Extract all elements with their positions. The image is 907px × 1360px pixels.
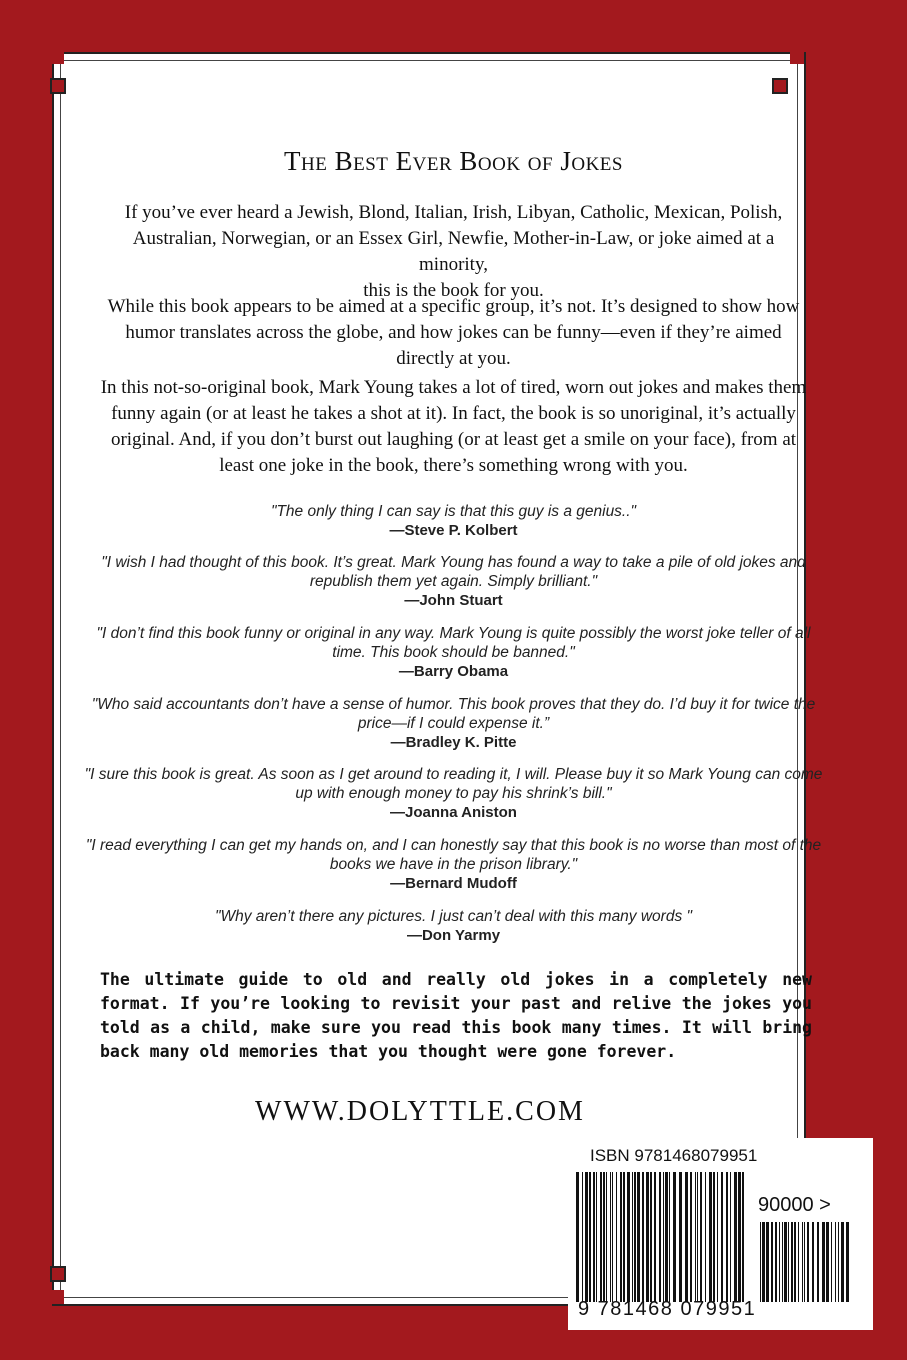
barcode-bar [642, 1172, 644, 1302]
quote-author: —Joanna Aniston [390, 804, 517, 821]
barcode-bar [576, 1172, 579, 1302]
barcode-bar [596, 1172, 597, 1302]
barcode-bar [654, 1172, 656, 1302]
barcode-bar [807, 1222, 809, 1302]
isbn-label: ISBN 9781468079951 [590, 1146, 758, 1165]
barcode-bar [779, 1222, 780, 1302]
website-url: WWW.DOLYTTLE.COM [255, 1096, 585, 1127]
barcode-bar [791, 1222, 793, 1302]
barcode-bar [726, 1172, 728, 1302]
barcode-bar [612, 1172, 613, 1302]
barcode-bar [831, 1222, 832, 1302]
barcode-bar [695, 1172, 696, 1302]
barcode-bar [663, 1172, 664, 1302]
barcode-bar [784, 1222, 787, 1302]
quote-author: —Don Yarmy [406, 927, 501, 944]
barcode-bar [826, 1222, 829, 1302]
quote-text: "I read everything I can get my hands on, and I can honestly say that this book is no worse than most of the books we have in the prison library." [85, 837, 822, 873]
barcode-bar [627, 1172, 630, 1302]
barcode-bar [593, 1172, 595, 1302]
isbn-barcode [576, 1172, 748, 1302]
notch-top-left [50, 78, 66, 94]
barcode-bar [771, 1222, 773, 1302]
barcode-bar [582, 1172, 583, 1302]
barcode-bar [734, 1172, 737, 1302]
barcode-bar [762, 1222, 765, 1302]
intro-paragraph: If you’ve ever heard a Jewish, Blond, Italian, Irish, Libyan, Catholic, Mexican, Polish, Australian, Norwegian, or an Essex Girl, Newfie, Mother-in-Law, or joke aimed at a minority, this is the book for you. [124, 202, 783, 301]
barcode-bar [679, 1172, 682, 1302]
quote-text: "Who said accountants don’t have a sense of humor. This book proves that they do. I’d buy it for twice the price—if I could expense it.” [91, 696, 816, 732]
book-title: The Best Ever Book of Jokes [284, 146, 623, 176]
summary-paragraph: The ultimate guide to old and really old jokes in a completely new format. If you’re looking to revisit your past and relive the jokes you told as a child, make sure you read this book many times. It will bring back many old memories that you thought were gone forever. [100, 970, 812, 1061]
quote-item [84, 624, 823, 682]
quote-author: —John Stuart [404, 592, 503, 609]
barcode-bar [835, 1222, 836, 1302]
quote-text: "Why aren’t there any pictures. I just can’t deal with this many words " [214, 908, 693, 925]
barcode-bar [709, 1172, 712, 1302]
description-paragraph: While this book appears to be aimed at a specific group, it’s not. It’s designed to show how humor translates across the globe, and how jokes can be funny—even if they’re aimed directly at you. [107, 296, 800, 369]
barcode-bar [798, 1222, 799, 1302]
quote-item [84, 553, 823, 611]
barcode-bar [659, 1172, 661, 1302]
quote-author: —Steve P. Kolbert [389, 522, 518, 539]
quote-item [84, 695, 823, 753]
price-barcode [760, 1222, 850, 1302]
barcode-bar [738, 1172, 741, 1302]
corner-ornament-top-left [50, 50, 64, 64]
author-paragraph: In this not-so-original book, Mark Young takes a lot of tired, worn out jokes and makes them funny again (or at least he takes a shot at it). In fact, the book is so unoriginal, it’s actually original. And, if you don’t burst out laughing (or at least get a smile on your face), from at least one joke in the book, there’s something wrong with you. [100, 377, 807, 476]
barcode-bar [600, 1172, 602, 1302]
quote-text: "I sure this book is great. As soon as I get around to reading it, I will. Please buy it so Mark Young can come up with enough money to pay his shrink’s bill." [84, 766, 823, 802]
corner-ornament-top-right [790, 50, 804, 64]
corner-ornament-bottom-left [50, 1290, 64, 1304]
barcode-bar [841, 1222, 844, 1302]
quote-item [84, 502, 823, 541]
barcode-bar [623, 1172, 625, 1302]
barcode-bar [717, 1172, 718, 1302]
barcode-bar [705, 1172, 706, 1302]
barcode-bar [794, 1222, 796, 1302]
barcode-bar [616, 1172, 617, 1302]
quote-author: —Bernard Mudoff [390, 875, 517, 892]
barcode-bar [589, 1172, 591, 1302]
barcode-bar [788, 1222, 789, 1302]
barcode-bar [766, 1222, 769, 1302]
barcode-bar [603, 1172, 605, 1302]
barcode-bar [760, 1222, 761, 1302]
barcode-bar [817, 1222, 819, 1302]
barcode-bar [637, 1172, 640, 1302]
barcode-bar [804, 1222, 805, 1302]
barcode-bar [646, 1172, 649, 1302]
barcode-bar [620, 1172, 622, 1302]
barcode-bar [713, 1172, 715, 1302]
barcode-bar [650, 1172, 652, 1302]
quote-author: —Barry Obama [398, 663, 509, 680]
barcode-bar [846, 1222, 849, 1302]
barcode-bar [669, 1172, 670, 1302]
barcode-bar [775, 1222, 777, 1302]
quote-text: "I wish I had thought of this book. It’s great. Mark Young has found a way to take a pile of old jokes and republish them yet again. Simply brilliant." [101, 554, 806, 590]
barcode-bar [700, 1172, 702, 1302]
notch-bottom-left [50, 1266, 66, 1282]
quote-author: —Bradley K. Pitte [390, 734, 517, 751]
barcode-bar [665, 1172, 668, 1302]
barcode-box [568, 1138, 873, 1330]
barcode-bar [730, 1172, 731, 1302]
price-code: 90000 > [758, 1194, 831, 1216]
barcode-bar [585, 1172, 588, 1302]
quote-item [84, 907, 823, 946]
barcode-bar [634, 1172, 636, 1302]
barcode-bar [690, 1172, 692, 1302]
quote-text: "I don’t find this book funny or original in any way. Mark Young is quite possibly the worst joke teller of all time. This book should be banned." [96, 625, 811, 661]
barcode-bar [673, 1172, 676, 1302]
notch-top-right [772, 78, 788, 94]
barcode-bar [721, 1172, 723, 1302]
isbn-digits: 9 781468 079951 [578, 1298, 757, 1320]
barcode-bar [742, 1172, 744, 1302]
barcode-bar [610, 1172, 611, 1302]
barcode-bar [606, 1172, 607, 1302]
barcode-bar [802, 1222, 803, 1302]
barcode-bar [838, 1222, 839, 1302]
barcode-bar [782, 1222, 783, 1302]
barcode-bar [697, 1172, 698, 1302]
barcode-bar [822, 1222, 825, 1302]
quote-item [84, 765, 823, 823]
quote-item [84, 836, 823, 894]
barcode-bar [632, 1172, 633, 1302]
barcode-bar [685, 1172, 688, 1302]
quote-text: "The only thing I can say is that this guy is a genius.." [270, 503, 637, 520]
barcode-bar [812, 1222, 814, 1302]
